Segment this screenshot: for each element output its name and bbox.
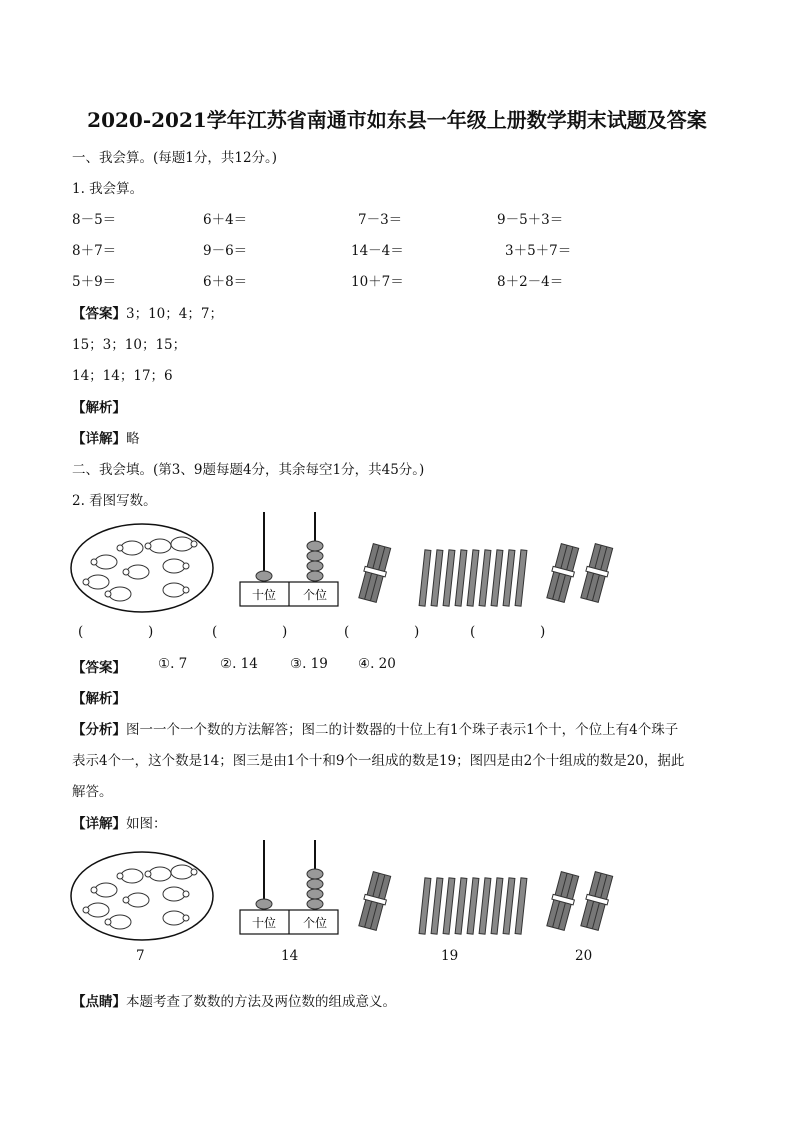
stick-bundle-icon (545, 871, 581, 931)
fenxi-tag: 【分析】 (72, 722, 126, 738)
stick-row-icon (419, 878, 527, 934)
blank-close-paren: ) (148, 624, 154, 640)
answer-figure (70, 838, 670, 948)
question2-label: 2. 看图写数。 (72, 493, 157, 509)
answer-item: ④. 20 (358, 656, 396, 672)
equation: 10＋7＝ (351, 274, 404, 290)
blank-open-paren: ( (212, 624, 218, 640)
fenxi-text: 图一一个一个数的方法解答；图二的计数器的十位上有1个珠子表示1个十，个位上有4个珠子 (126, 722, 679, 738)
abacus-ones-label: 个位 (302, 588, 328, 602)
equation: 8＋7＝ (72, 243, 117, 259)
abacus-ones-label: 个位 (302, 916, 328, 930)
answer-line: 15；3；10；15； (72, 337, 187, 353)
abacus-tens-label: 十位 (251, 916, 277, 930)
detail-text: 略 (126, 431, 140, 447)
abacus-bead (307, 541, 323, 551)
equation: 8＋2－4＝ (497, 274, 564, 290)
equation: 6＋8＝ (203, 274, 248, 290)
turtle-icon (163, 583, 189, 597)
detail-tag: 【详解】 (72, 816, 126, 832)
stick-bundle-icon (545, 543, 581, 603)
stick-bundle-icon (579, 543, 615, 603)
abacus-tens-label: 十位 (251, 588, 277, 602)
turtle-icon (123, 893, 149, 907)
turtle-icon (117, 869, 143, 883)
detail-line (72, 427, 140, 447)
answer-line (72, 302, 223, 322)
figure-value: 14 (281, 948, 299, 964)
stick-bundle-icon (357, 871, 393, 931)
turtle-icon (83, 575, 109, 589)
dianjing-text: 本题考查了数数的方法及两位数的组成意义。 (126, 994, 396, 1010)
blank-close-paren: ) (414, 624, 420, 640)
turtle-icon (117, 541, 143, 555)
abacus-bead (307, 869, 323, 879)
equation: 7－3＝ (358, 212, 403, 228)
equation: 9－5＋3＝ (497, 212, 564, 228)
question1-label: 1. 我会算。 (72, 181, 144, 197)
abacus-bead (307, 899, 323, 909)
stick-bundle-icon (357, 543, 393, 603)
turtle-icon (123, 565, 149, 579)
turtle-icon (91, 555, 117, 569)
blank-open-paren: ( (78, 624, 84, 640)
answer-tag: 【答案】 (72, 660, 126, 676)
abacus-bead (307, 879, 323, 889)
stick-row-icon (419, 550, 527, 606)
abacus-bead (256, 899, 272, 909)
answer-item: ②. 14 (220, 656, 258, 672)
equation: 5＋9＝ (72, 274, 117, 290)
figure-value: 19 (441, 948, 459, 964)
figure-value: 20 (575, 948, 593, 964)
answer-text: 3；10；4；7； (126, 306, 223, 322)
blank-close-paren: ) (282, 624, 288, 640)
dianjing-tag: 【点睛】 (72, 994, 126, 1010)
figure-drawing (70, 510, 670, 620)
fenxi-line: 表示4个一，这个数是14；图三是由1个十和9个一组成的数是19；图四是由2个十组成的数是20，据此 (72, 753, 685, 769)
equation: 3＋5＋7＝ (505, 243, 572, 259)
section2-heading: 二、我会填。(第3、9题每题4分，其余每空1分，共45分。) (72, 462, 425, 478)
blank-open-paren: ( (344, 624, 350, 640)
page-title: 2020-2021学年江苏省南通市如东县一年级上册数学期末试题及答案 (87, 108, 707, 132)
section1-heading: 一、我会算。(每题1分，共12分。) (72, 150, 278, 166)
fenxi-line (72, 718, 678, 738)
answer-item: ③. 19 (290, 656, 328, 672)
figure-value: 7 (136, 948, 145, 964)
answer-line: 14；14；17；6 (72, 368, 173, 384)
blank-open-paren: ( (470, 624, 476, 640)
detail-text: 如图： (126, 816, 167, 832)
counting-figure (70, 510, 670, 620)
analysis-tag: 【解析】 (72, 400, 126, 416)
equation: 8－5＝ (72, 212, 117, 228)
figure-drawing (70, 838, 670, 948)
turtle-icon (171, 537, 197, 551)
turtle-icon (91, 883, 117, 897)
fenxi-line: 解答。 (72, 784, 113, 800)
turtle-icon (171, 865, 197, 879)
turtle-icon (145, 539, 171, 553)
abacus-bead (307, 889, 323, 899)
stick-bundle-icon (579, 871, 615, 931)
turtle-icon (105, 915, 131, 929)
abacus-bead (307, 561, 323, 571)
answer-tag: 【答案】 (72, 306, 126, 322)
turtle-icon (105, 587, 131, 601)
equation: 14－4＝ (351, 243, 404, 259)
equation: 9－6＝ (203, 243, 248, 259)
turtle-icon (145, 867, 171, 881)
abacus-bead (307, 571, 323, 581)
answer-item: ①. 7 (158, 656, 188, 672)
turtle-icon (83, 903, 109, 917)
equation: 6＋4＝ (203, 212, 248, 228)
turtle-icon (163, 911, 189, 925)
blank-close-paren: ) (540, 624, 546, 640)
dianjing-line (72, 990, 396, 1010)
abacus-bead (256, 571, 272, 581)
turtle-icon (163, 887, 189, 901)
detail-line (72, 812, 167, 832)
analysis-tag: 【解析】 (72, 691, 126, 707)
detail-tag: 【详解】 (72, 431, 126, 447)
turtle-icon (163, 559, 189, 573)
abacus-bead (307, 551, 323, 561)
